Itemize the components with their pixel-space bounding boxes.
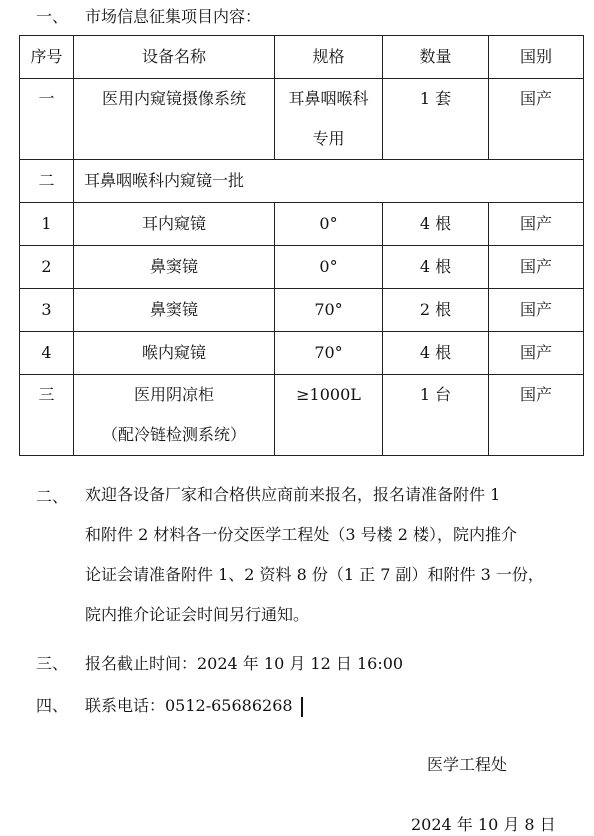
row-spec-line2: 专用 [312,129,345,148]
table-row [20,203,584,246]
row-no: 1 [20,203,74,246]
row-origin: 国产 [519,89,552,108]
row-name: 鼻窦镜 [74,289,275,332]
deadline-text: 报名截止时间：2024 年 10 月 12 日 16:00 [85,654,404,673]
row-name: 喉内窥镜 [74,332,275,375]
section-3-line [0,651,594,681]
row-name: 鼻窦镜 [74,246,275,289]
row-spec: 0° [275,203,383,246]
row-spec: ≥1000L [296,385,361,404]
row-no: 一 [38,89,55,108]
signature-date: 2024 年 10 月 8 日 [411,815,556,834]
group-no: 二 [20,160,74,203]
section-2-line: 院内推介论证会时间另行通知。 [85,605,310,624]
signature-department: 医学工程处 [427,755,508,774]
section-2-line: 欢迎各设备厂家和合格供应商前来报名，报名请准备附件 1 [85,485,501,504]
contact-phone-text [85,693,303,717]
header-no: 序号 [20,36,74,79]
row-origin: 国产 [489,203,584,246]
text-cursor [301,697,303,717]
table-header-row [20,36,584,79]
row-spec: 0° [275,246,383,289]
table-row [20,375,584,456]
row-name: 耳内窥镜 [74,203,275,246]
row-qty: 4 根 [383,203,489,246]
header-spec: 规格 [275,36,383,79]
row-no: 3 [20,289,74,332]
row-origin: 国产 [519,385,552,404]
table-row [20,246,584,289]
row-no: 三 [38,385,55,404]
row-no: 4 [20,332,74,375]
row-qty: 2 根 [383,289,489,332]
table-row [20,79,584,160]
section-1-title: 市场信息征集项目内容： [85,7,262,26]
table-row [20,332,584,375]
table-row [20,289,584,332]
table-group-row [20,160,584,203]
header-origin: 国别 [489,36,584,79]
section-1-heading [0,0,594,30]
section-4-line [0,693,594,723]
contact-phone-value: 联系电话：0512-65686268 [85,696,293,715]
row-qty: 1 台 [419,385,452,404]
row-spec: 70° [275,332,383,375]
row-origin: 国产 [489,246,584,289]
row-origin: 国产 [489,332,584,375]
row-no: 2 [20,246,74,289]
header-name: 设备名称 [74,36,275,79]
row-spec: 70° [275,289,383,332]
equipment-table [19,35,584,456]
row-qty: 1 套 [419,89,452,108]
section-2-line: 和附件 2 材料各一份交医学工程处（3 号楼 2 楼），院内推介 [85,525,517,544]
row-name: 医用内窥镜摄像系统 [101,89,246,108]
row-name-line2: （配冷链检测系统） [101,425,246,444]
section-3-number: 三、 [36,654,69,673]
section-1-number: 一、 [36,7,69,26]
section-2-paragraph [85,475,585,635]
section-2-line: 论证会请准备附件 1、2 资料 8 份（1 正 7 副）和附件 3 一份， [85,565,544,584]
row-name: 医用阴凉柜 [133,385,214,404]
row-qty: 4 根 [383,246,489,289]
row-spec: 耳鼻咽喉科 [288,89,369,108]
header-qty: 数量 [383,36,489,79]
row-qty: 4 根 [383,332,489,375]
section-4-number: 四、 [36,696,69,715]
group-label: 耳鼻咽喉科内窥镜一批 [74,160,584,203]
row-origin: 国产 [489,289,584,332]
section-2-number: 二、 [36,487,69,506]
